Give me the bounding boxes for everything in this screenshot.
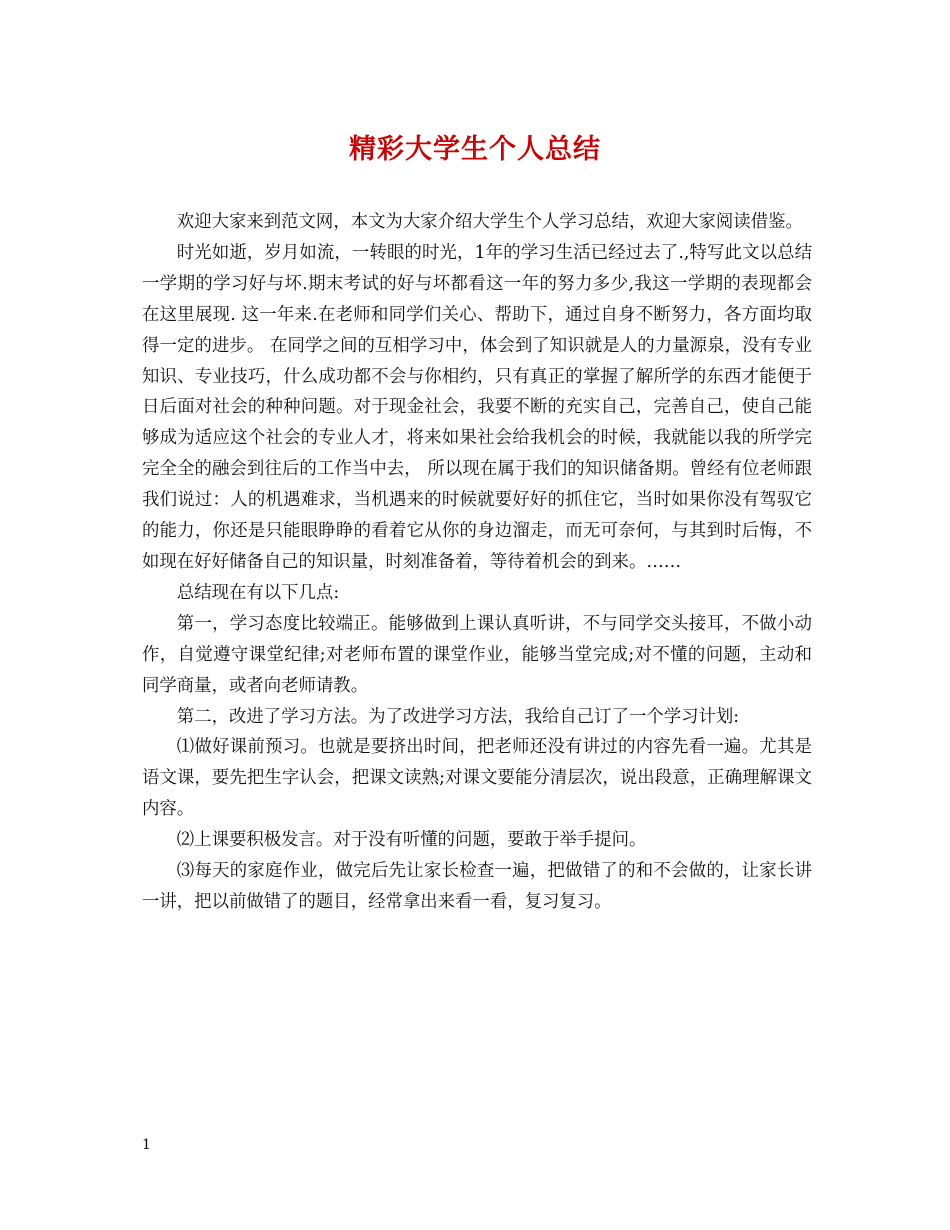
paragraph-main: 时光如逝，岁月如流，一转眼的时光，1年的学习生活已经过去了.,特写此文以总结一学期的学习好与坏.期末考试的好与坏都看这一年的努力多少,我这一学期的表现都会在这里展现. 这一年来.在老师和同学们关心、帮助下，通过自身不断努力，各方面均取得一定的进步。 在同学之间的互相学习中，体会到了知识就是人的力量源泉，没有专业知识、专业技巧，什么成功都不会与你相约，只有真正的掌握了解所学的东西才能便于日后面对社会的种种问题。对于现金社会，我要不断的充实自己，完善自己，使自己能够成为适应这个社会的专业人才，将来如果社会给我机会的时候，我就能以我的所学完完全全的融会到往后的工作当中去， 所以现在属于我们的知识储备期。曾经有位老师跟我们说过：人的机遇难求，当机遇来的时候就要好好的抓住它，当时如果你没有驾驭它的能力，你还是只能眼睁睁的看着它从你的身边溜走，而无可奈何，与其到时后悔，不如现在好好储备自己的知识量，时刻准备着，等待着机会的到来。…… <box>142 242 812 572</box>
page-number: 1 <box>142 1137 151 1153</box>
document-body <box>142 207 812 918</box>
paragraph-plan-item-3: ⑶每天的家庭作业，做完后先让家长检查一遍，把做错了的和不会做的，让家长讲一讲，把以前做错了的题目，经常拿出来看一看，复习复习。 <box>142 861 812 912</box>
paragraph-plan-item-1: ⑴做好课前预习。也就是要挤出时间，把老师还没有讲过的内容先看一遍。尤其是语文课，要先把生字认会，把课文读熟;对课文要能分清层次，说出段意，正确理解课文内容。 <box>142 737 812 820</box>
paragraph-point-two: 第二，改进了学习方法。为了改进学习方法，我给自己订了一个学习计划: <box>176 706 740 727</box>
paragraph-point-one: 第一，学习态度比较端正。能够做到上课认真听讲，不与同学交头接耳，不做小动作，自觉遵守课堂纪律;对老师布置的课堂作业，能够当堂完成;对不懂的问题，主动和同学商量，或者向老师请教。 <box>142 613 812 696</box>
document-title: 精彩大学生个人总结 <box>349 134 601 165</box>
paragraph-intro: 欢迎大家来到范文网，本文为大家介绍大学生个人学习总结，欢迎大家阅读借鉴。 <box>176 212 803 232</box>
paragraph-plan-item-2: ⑵上课要积极发言。对于没有听懂的问题，要敢于举手提问。 <box>176 830 647 851</box>
paragraph-summary-heading: 总结现在有以下几点: <box>176 582 340 603</box>
